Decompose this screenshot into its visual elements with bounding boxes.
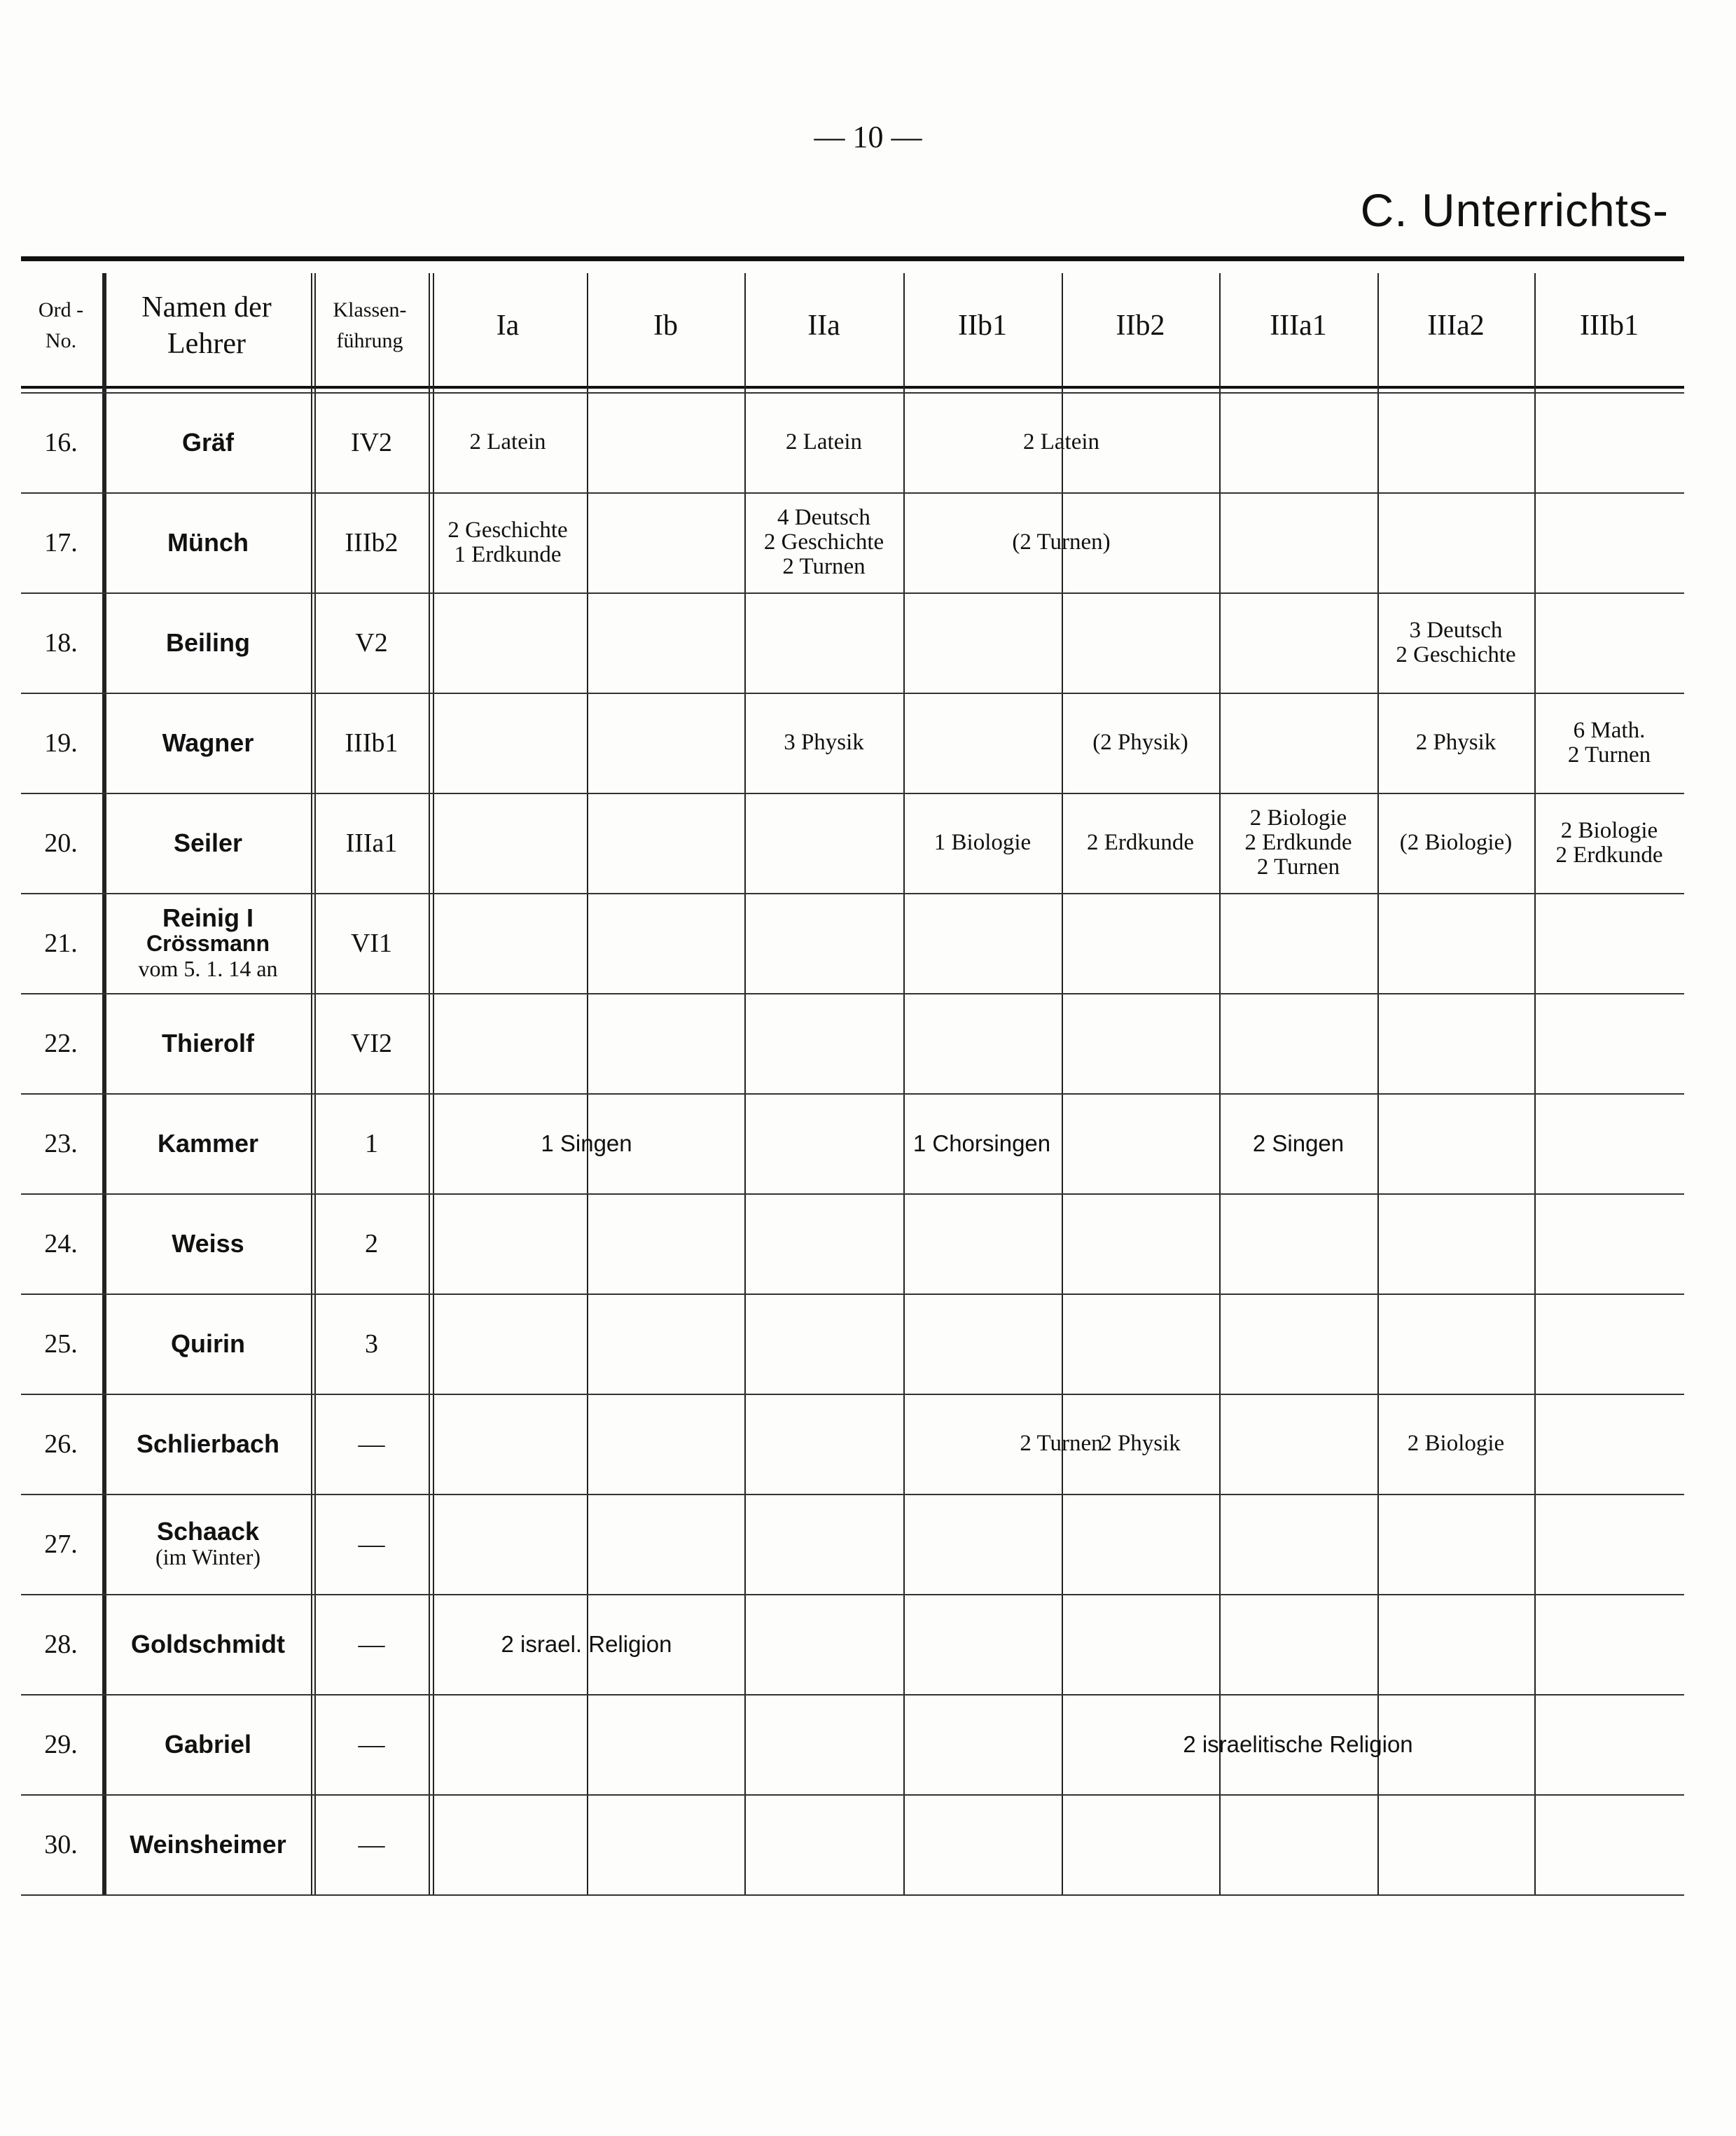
subject-cell: [1377, 693, 1534, 793]
teacher-name-line: Crössmann: [146, 930, 270, 956]
teacher-name: [105, 1294, 311, 1394]
page-number: — 10 —: [814, 120, 922, 154]
klassen-fuehrung: —: [358, 1429, 385, 1459]
ord-number: 19.: [44, 728, 78, 758]
header-class-label: Ib: [653, 310, 678, 342]
ord-number: 25.: [44, 1329, 78, 1359]
ord-number: 21.: [44, 928, 78, 958]
subject-cell: [744, 392, 903, 492]
teacher-name-line: Thierolf: [162, 1028, 254, 1057]
subject-text: (2 Turnen): [1012, 529, 1111, 555]
subject-cell: [1062, 1694, 1534, 1794]
header-class-label: Ia: [496, 310, 520, 342]
subject-cell: [429, 492, 587, 592]
header-klassen: [312, 277, 427, 375]
teacher-name-line: Weiss: [172, 1228, 244, 1258]
klassen-fuehrung: VI1: [350, 928, 393, 958]
header-class-2: [744, 277, 903, 375]
ord-number: 23.: [44, 1128, 78, 1158]
subject-cell: [744, 492, 903, 592]
teacher-name: [105, 693, 311, 793]
header-klassen-label: Klassen- führung: [333, 298, 407, 352]
subject-cell: [1219, 1093, 1377, 1193]
klassen-fuehrung: IIIb2: [345, 527, 398, 557]
klassen-fuehrung: IIIa1: [345, 828, 398, 858]
header-class-label: IIb2: [1116, 310, 1165, 342]
subject-text: 6 Math. 2 Turnen: [1567, 717, 1651, 768]
klassen-fuehrung: —: [358, 1529, 385, 1559]
teacher-name-line: Weinsheimer: [130, 1829, 286, 1859]
subject-text: 2 Latein: [785, 429, 863, 455]
teacher-name-line: Quirin: [171, 1329, 245, 1358]
teacher-name: [105, 1193, 311, 1294]
subject-text: 2 Latein: [469, 429, 546, 455]
subject-cell: [1062, 693, 1219, 793]
subject-text: 2 israelitische Religion: [1183, 1731, 1413, 1757]
klassen-fuehrung: VI2: [350, 1028, 393, 1058]
klassen-fuehrung: IIIb1: [345, 728, 398, 758]
header-class-7: [1534, 277, 1684, 375]
ord-number: 17.: [44, 527, 78, 557]
subject-text: 1 Chorsingen: [912, 1130, 1051, 1156]
column-divider: [1534, 273, 1536, 1894]
header-class-label: IIIa2: [1427, 310, 1485, 342]
subject-text: 2 Turnen: [1020, 1431, 1103, 1456]
subject-cell: [744, 693, 903, 793]
subject-cell: [1377, 1394, 1534, 1494]
column-divider: [311, 273, 312, 1894]
subject-cell: [903, 793, 1062, 893]
subject-text: 2 Erdkunde: [1086, 830, 1195, 855]
header-class-5: [1219, 277, 1377, 375]
teacher-name: [105, 1494, 311, 1594]
klassen-fuehrung: IV2: [350, 427, 393, 457]
ord-number: 20.: [44, 828, 78, 858]
teacher-name-line: Reinig I: [162, 903, 254, 932]
teacher-name-line: vom 5. 1. 14 an: [138, 955, 278, 981]
subject-cell: [1377, 592, 1534, 693]
ord-number: 18.: [44, 627, 78, 658]
header-bottom-rule: [21, 386, 1684, 389]
subject-text: 2 Biologie 2 Erdkunde: [1555, 817, 1663, 868]
header-ord: [21, 277, 101, 375]
ord-number: 26.: [44, 1429, 78, 1459]
ord-number: 27.: [44, 1529, 78, 1559]
teacher-name-line: Wagner: [162, 728, 254, 757]
teacher-name-line: Schlierbach: [136, 1429, 280, 1458]
subject-cell: [903, 392, 1219, 492]
klassen-fuehrung: —: [358, 1729, 385, 1759]
subject-cell: [1062, 1394, 1219, 1494]
teacher-name: [105, 1093, 311, 1193]
teacher-name: [105, 1394, 311, 1494]
teacher-name-line: Goldschmidt: [130, 1629, 285, 1658]
subject-text: 2 Physik: [1415, 730, 1497, 755]
subject-cell: [1534, 793, 1684, 893]
subject-cell: [429, 1594, 744, 1694]
teacher-name: [105, 592, 311, 693]
teacher-name: [105, 793, 311, 893]
klassen-fuehrung: V2: [355, 627, 388, 658]
header-class-3: [903, 277, 1062, 375]
subject-text: 1 Singen: [541, 1130, 632, 1156]
teacher-name-line: Münch: [167, 527, 249, 557]
subject-cell: [903, 492, 1219, 592]
header-class-1: [587, 277, 744, 375]
ord-number: 30.: [44, 1829, 78, 1859]
teacher-name: [105, 993, 311, 1093]
header-class-label: IIb1: [958, 310, 1007, 342]
row-divider: [21, 1894, 1684, 1896]
column-divider: [1377, 273, 1379, 1894]
subject-text: 4 Deutsch 2 Geschichte 2 Turnen: [763, 505, 884, 579]
ord-number: 29.: [44, 1729, 78, 1759]
teacher-name: [105, 1694, 311, 1794]
ord-number: 28.: [44, 1629, 78, 1659]
subject-text: 2 Geschichte 1 Erdkunde: [447, 517, 568, 567]
subject-text: 2 Biologie: [1407, 1431, 1505, 1456]
header-name: [105, 277, 308, 375]
header-class-label: IIa: [807, 310, 840, 342]
column-divider: [1219, 273, 1221, 1894]
teacher-name: [105, 392, 311, 492]
ord-number: 22.: [44, 1028, 78, 1058]
subject-cell: [429, 392, 587, 492]
klassen-fuehrung: —: [358, 1829, 385, 1859]
subject-cell: [429, 1093, 744, 1193]
subject-text: (2 Biologie): [1399, 830, 1513, 855]
klassen-fuehrung: 3: [365, 1329, 378, 1359]
teacher-name: [105, 893, 311, 993]
subject-text: 3 Deutsch 2 Geschichte: [1396, 617, 1516, 667]
subject-text: 2 Singen: [1252, 1130, 1345, 1156]
teacher-name-line: Seiler: [173, 828, 243, 857]
ord-number: 16.: [44, 427, 78, 457]
header-class-label: IIIb1: [1580, 310, 1639, 342]
klassen-fuehrung: 2: [365, 1228, 378, 1258]
teacher-name-line: (im Winter): [155, 1544, 261, 1569]
teacher-name-line: Gabriel: [164, 1729, 252, 1759]
subject-cell: [1219, 793, 1377, 893]
page-title: C. Unterrichts-: [1360, 184, 1669, 236]
header-class-label: IIIa1: [1270, 310, 1327, 342]
subject-cell: [1377, 793, 1534, 893]
subject-text: 3 Physik: [784, 730, 864, 755]
subject-text: 2 Biologie 2 Erdkunde 2 Turnen: [1244, 805, 1352, 880]
subject-cell: [1534, 693, 1684, 793]
header-name-label: Namen der Lehrer: [141, 291, 272, 360]
subject-text: 1 Biologie: [933, 830, 1032, 855]
header-class-0: [429, 277, 587, 375]
header-top-rule: [21, 256, 1684, 261]
subject-text: 2 Latein: [1022, 429, 1100, 455]
ord-number: 24.: [44, 1228, 78, 1258]
teacher-name-line: Gräf: [181, 427, 235, 457]
klassen-fuehrung: 1: [365, 1128, 378, 1158]
subject-text: 2 Physik: [1100, 1431, 1181, 1456]
subject-text: 2 israel. Religion: [501, 1631, 672, 1657]
teacher-name: [105, 492, 311, 592]
teacher-name: [105, 1794, 311, 1894]
header-class-6: [1377, 277, 1534, 375]
subject-cell: [1062, 793, 1219, 893]
header-ord-label: Ord - No.: [38, 298, 84, 352]
teacher-name-line: Beiling: [165, 627, 250, 657]
subject-text: (2 Physik): [1092, 730, 1188, 755]
header-class-4: [1062, 277, 1219, 375]
teacher-name-line: Schaack: [156, 1516, 260, 1546]
subject-cell: [744, 1093, 1219, 1193]
klassen-fuehrung: —: [358, 1629, 385, 1659]
teacher-name-line: Kammer: [157, 1128, 259, 1158]
teacher-name: [105, 1594, 311, 1694]
